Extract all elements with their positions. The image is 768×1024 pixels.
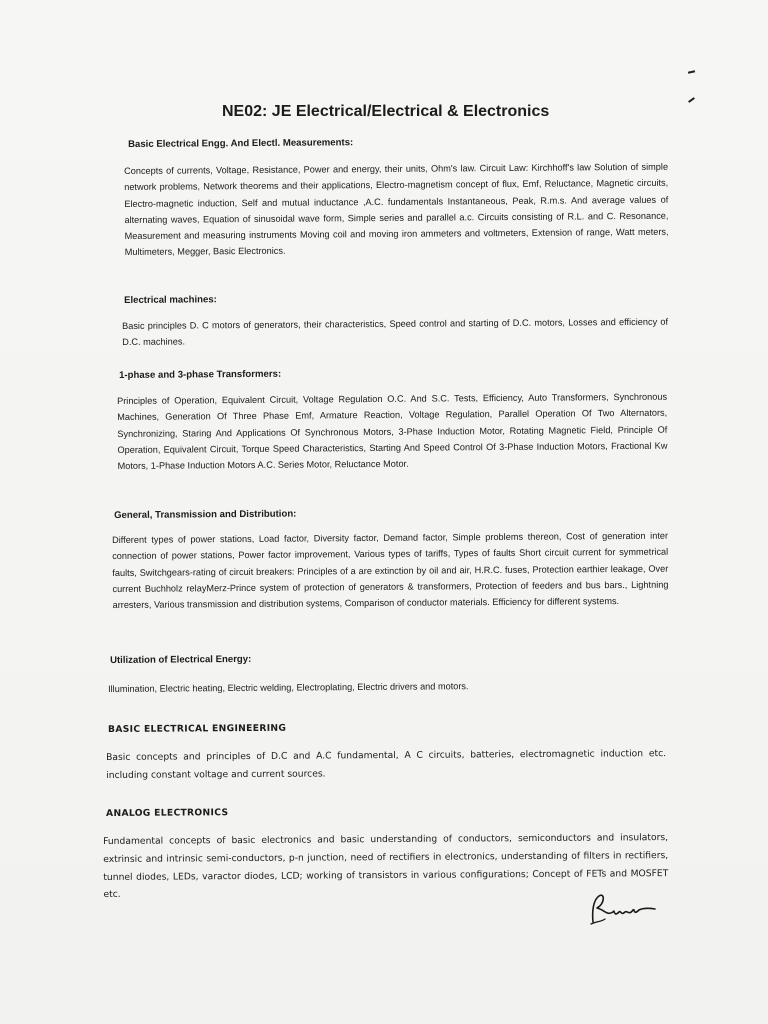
section-heading: BASIC ELECTRICAL ENGINEERING (108, 722, 287, 735)
section-body: Principles of Operation, Equivalent Circuit, Voltage Regulation O.C. And S.C. Tests, Efficiency, Auto Transformers, Synchronous Machines, Generation Of Three Phase Emf, Armature Reaction, Voltage Regulation, Parallel Operation Of Two Alternators, Synchronizing, Staring And Applications Of Synchronous Motors, 3-Phase Induction Motor, Rotating Magnetic Field, Principle Of Operation, Equivalent Circuit, Torque Speed Characteristics, Starting And Speed Control Of 3-Phase Induction Motors, Fractional Kw Motors, 1-Phase Induction Motors A.C. Series Motor, Reluctance Motor. (117, 391, 668, 472)
section-body: Fundamental concepts of basic electronics and basic understanding of conductors, semiconductors and insulators, extrinsic and intrinsic semi-conductors, p-n junction, need of rectifiers in electronics, understanding of filters in rectifiers, tunnel diodes, LEDs, varactor diodes, LCD; working of transistors in various configurations; Concept of FETs and MOSFET etc. (103, 832, 669, 901)
section-heading: Electrical machines: (124, 294, 217, 306)
section-heading: Basic Electrical Engg. And Electl. Measurements: (128, 137, 354, 150)
section-body: Different types of power stations, Load factor, Diversity factor, Demand factor, Simple problems thereon, Cost of generation inter connection of power stations, Power factor improvement, Various types of tariffs, Types of faults Short circuit current for symmetrical faults, Switchgears-rating of circuit breakers: Principles of a are extinction by oil and air, H.R.C. fuses, Protection earthier leakage, Over current Buchholz relayMerz-Prince system of protection of generators & transformers, Protection of feeders and bus bars., Lightning arresters, Various transmission and distribution systems, Comparison of conductor materials. Efficiency for different systems. (112, 530, 669, 611)
section-heading: ANALOG ELECTRONICS (106, 807, 229, 819)
scan-mark (688, 97, 695, 103)
section-body: Concepts of currents, Voltage, Resistance, Power and energy, their units, Ohm's law. Circuit Law: Kirchhoff's law Solution of simple network problems, Network theorems and their applications, Electro-magnetism concept of flux, Emf, Reluctance, Magnetic circuits, Electro-magnetic induction, Self and mutual inductance ,A.C. fundamentals Instantaneous, Peak, R.m.s. And average values of alternating waves, Equation of sinusoidal wave form, Simple series and parallel a.c. Circuits consisting of R.L. and C. Resonance, Measurement and measuring instruments Moving coil and moving iron ammeters and voltmeters, Extension of range, Watt meters, Multimeters, Megger, Basic Electronics. (124, 161, 669, 258)
section-body: Basic principles D. C motors of generators, their characteristics, Speed control and starting of D.C. motors, Losses and efficiency of D.C. machines. (122, 316, 669, 348)
page-title: NE02: JE Electrical/Electrical & Electronics (222, 103, 550, 120)
section-heading: Utilization of Electrical Energy: (110, 653, 252, 666)
signature (583, 888, 663, 930)
section-heading: 1-phase and 3-phase Transformers: (119, 368, 282, 381)
section-heading: General, Transmission and Distribution: (114, 508, 297, 521)
scan-mark (688, 70, 695, 73)
section-body: Illumination, Electric heating, Electric welding, Electroplating, Electric drivers and motors. (108, 681, 469, 694)
section-body: Basic concepts and principles of D.C and A.C fundamental, A C circuits, batteries, electromagnetic induction etc. including constant voltage and current sources. (106, 748, 667, 781)
